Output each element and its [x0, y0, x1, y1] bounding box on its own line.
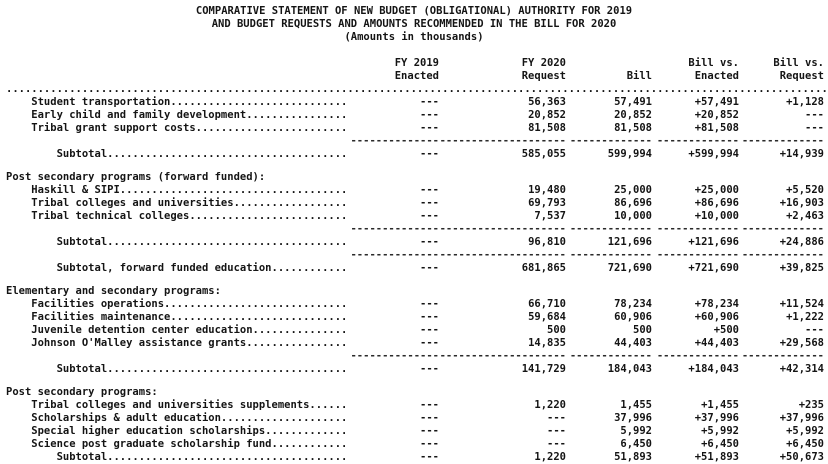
column-headers-line-2: [6, 70, 828, 83]
row-label: Juvenile detention center education...............: [6, 324, 347, 336]
separator-row: [6, 350, 828, 363]
separator-cell-bill: -------------: [569, 249, 652, 261]
cell-fy2019-enacted: ---: [420, 122, 439, 134]
table-row: [6, 184, 828, 197]
cell-bill: 86,696: [614, 197, 652, 209]
header-fy2019-top: FY 2019: [394, 57, 439, 69]
cell-fy2020-request: 14,835: [528, 337, 566, 349]
cell-bill: 6,450: [620, 438, 652, 450]
cell-fy2019-enacted: ---: [420, 109, 439, 121]
table-row: [6, 262, 828, 275]
section-header-row: [6, 171, 828, 184]
table-row: [6, 298, 828, 311]
cell-bill-vs-enacted: +57,491: [694, 96, 739, 108]
cell-bill-vs-enacted: +44,403: [694, 337, 739, 349]
row-label: Science post graduate scholarship fund............: [6, 438, 347, 450]
separator-cell-bill-vs-request: -------------: [741, 249, 824, 261]
cell-bill-vs-request: +37,996: [779, 412, 824, 424]
cell-fy2020-request: 681,865: [521, 262, 566, 274]
cell-fy2019-enacted: ---: [420, 210, 439, 222]
cell-bill: 1,455: [620, 399, 652, 411]
cell-bill-vs-enacted: +599,994: [688, 148, 739, 160]
cell-fy2019-enacted: ---: [420, 438, 439, 450]
cell-fy2020-request: 1,220: [534, 399, 566, 411]
table-row: [6, 109, 828, 122]
header-bill-vs-request: Request: [779, 70, 824, 82]
cell-fy2019-enacted: ---: [420, 236, 439, 248]
cell-fy2019-enacted: ---: [420, 197, 439, 209]
cell-bill-vs-request: +14,939: [779, 148, 824, 160]
cell-fy2020-request: 59,684: [528, 311, 566, 323]
row-label: Scholarships & adult education....................: [6, 412, 347, 424]
header-bill-vs-request-top: Bill vs.: [773, 57, 824, 69]
table-row: [6, 337, 828, 350]
cell-bill: 5,992: [620, 425, 652, 437]
separator-cell-fy2020-request: --------------------: [439, 223, 566, 235]
separator-row: [6, 223, 828, 236]
cell-fy2019-enacted: ---: [420, 148, 439, 160]
cell-bill-vs-request: +42,314: [779, 363, 824, 375]
row-label: Facilities maintenance............................: [6, 311, 347, 323]
cell-bill-vs-request: +1,222: [786, 311, 824, 323]
table-row: [6, 438, 828, 451]
document-title: [6, 5, 822, 44]
cell-fy2019-enacted: ---: [420, 96, 439, 108]
header-bill: Bill: [626, 70, 652, 82]
cell-bill-vs-request: +6,450: [786, 438, 824, 450]
header-bill-vs-enacted: Enacted: [694, 70, 739, 82]
row-label: Special higher education scholarships.............: [6, 425, 347, 437]
cell-fy2020-request: 1,220: [534, 451, 566, 463]
section-label: Post secondary programs:: [6, 386, 158, 398]
header-fy2020-top: FY 2020: [521, 57, 566, 69]
row-label: Tribal grant support costs........................: [6, 122, 347, 134]
row-label: Subtotal......................................: [6, 236, 347, 248]
header-rule: ..................................................................................................................................: [6, 83, 828, 95]
cell-fy2020-request: 585,055: [521, 148, 566, 160]
cell-bill: 44,403: [614, 337, 652, 349]
cell-bill: 81,508: [614, 122, 652, 134]
separator-cell-fy2020-request: --------------------: [439, 249, 566, 261]
cell-bill-vs-enacted: +721,690: [688, 262, 739, 274]
row-label: Early child and family development................: [6, 109, 347, 121]
section-header-row: [6, 285, 828, 298]
cell-bill: 25,000: [614, 184, 652, 196]
table-row: [6, 96, 828, 109]
section-header-row: [6, 386, 828, 399]
cell-fy2020-request: 81,508: [528, 122, 566, 134]
cell-bill-vs-request: ---: [805, 109, 824, 121]
section-label: Post secondary programs (forward funded):: [6, 171, 266, 183]
cell-bill-vs-request: +2,463: [786, 210, 824, 222]
row-label: Tribal technical colleges.........................: [6, 210, 347, 222]
cell-fy2020-request: 7,537: [534, 210, 566, 222]
row-label: Tribal colleges and universities supplements......: [6, 399, 347, 411]
cell-fy2020-request: 96,810: [528, 236, 566, 248]
cell-fy2020-request: 141,729: [521, 363, 566, 375]
separator-cell-bill-vs-request: -------------: [741, 223, 824, 235]
cell-bill-vs-enacted: +86,696: [694, 197, 739, 209]
separator-spacer: [6, 350, 347, 363]
cell-fy2020-request: 69,793: [528, 197, 566, 209]
cell-fy2020-request: 56,363: [528, 96, 566, 108]
row-label: Johnson O'Malley assistance grants................: [6, 337, 347, 349]
separator-cell-bill: -------------: [569, 350, 652, 362]
row-label: Facilities operations.............................: [6, 298, 347, 310]
cell-bill: 721,690: [607, 262, 652, 274]
row-label: Subtotal......................................: [6, 148, 347, 160]
cell-fy2019-enacted: ---: [420, 337, 439, 349]
separator-cell-fy2019-enacted: --------------: [350, 249, 439, 261]
cell-bill-vs-request: +5,520: [786, 184, 824, 196]
header-bill-vs-enacted-top: Bill vs.: [688, 57, 739, 69]
cell-bill: 20,852: [614, 109, 652, 121]
table-row: [6, 451, 828, 464]
cell-bill-vs-enacted: +500: [713, 324, 739, 336]
cell-bill: 51,893: [614, 451, 652, 463]
row-label: Tribal colleges and universities..................: [6, 197, 347, 209]
cell-bill-vs-request: +50,673: [779, 451, 824, 463]
cell-bill-vs-request: +1,128: [786, 96, 824, 108]
section-label: Elementary and secondary programs:: [6, 285, 221, 297]
cell-bill-vs-request: +24,886: [779, 236, 824, 248]
cell-bill: 500: [633, 324, 652, 336]
table-row: [6, 148, 828, 161]
table-row: [6, 324, 828, 337]
cell-bill-vs-enacted: +81,508: [694, 122, 739, 134]
title-line-2: AND BUDGET REQUESTS AND AMOUNTS RECOMMENDED IN THE BILL FOR 2020: [211, 18, 617, 30]
cell-fy2020-request: 66,710: [528, 298, 566, 310]
separator-cell-fy2020-request: --------------------: [439, 135, 566, 147]
header-spacer: [6, 57, 347, 70]
cell-bill-vs-enacted: +25,000: [694, 184, 739, 196]
cell-bill-vs-request: +39,825: [779, 262, 824, 274]
separator-cell-bill-vs-request: -------------: [741, 350, 824, 362]
cell-bill: 184,043: [607, 363, 652, 375]
separator-cell-bill-vs-enacted: -------------: [656, 249, 739, 261]
separator-cell-fy2019-enacted: --------------: [350, 223, 439, 235]
separator-spacer: [6, 249, 347, 262]
separator-cell-fy2019-enacted: --------------: [350, 350, 439, 362]
cell-fy2020-request: ---: [547, 425, 566, 437]
cell-bill: 78,234: [614, 298, 652, 310]
cell-bill-vs-enacted: +10,000: [694, 210, 739, 222]
cell-bill-vs-enacted: +5,992: [701, 425, 739, 437]
cell-fy2019-enacted: ---: [420, 311, 439, 323]
table-row: [6, 210, 828, 223]
cell-fy2019-enacted: ---: [420, 298, 439, 310]
cell-fy2019-enacted: ---: [420, 363, 439, 375]
cell-fy2020-request: ---: [547, 438, 566, 450]
header-spacer: [6, 70, 347, 83]
cell-bill-vs-enacted: +121,696: [688, 236, 739, 248]
cell-bill-vs-enacted: +6,450: [701, 438, 739, 450]
cell-bill: 599,994: [607, 148, 652, 160]
header-fy2020-request: Request: [521, 70, 566, 82]
separator-cell-bill-vs-enacted: -------------: [656, 223, 739, 235]
cell-bill: 37,996: [614, 412, 652, 424]
cell-bill-vs-enacted: +184,043: [688, 363, 739, 375]
cell-fy2019-enacted: ---: [420, 412, 439, 424]
separator-cell-bill: -------------: [569, 135, 652, 147]
cell-bill-vs-request: ---: [805, 324, 824, 336]
cell-fy2020-request: 500: [547, 324, 566, 336]
table-row: [6, 412, 828, 425]
separator-cell-bill-vs-request: -------------: [741, 135, 824, 147]
separator-cell-fy2019-enacted: --------------: [350, 135, 439, 147]
row-label: Student transportation............................: [6, 96, 347, 108]
cell-fy2020-request: ---: [547, 412, 566, 424]
cell-fy2020-request: 19,480: [528, 184, 566, 196]
header-fy2019-enacted: Enacted: [394, 70, 439, 82]
row-label: Haskill & SIPI....................................: [6, 184, 347, 196]
separator-cell-bill-vs-enacted: -------------: [656, 135, 739, 147]
row-label: Subtotal......................................: [6, 451, 347, 463]
cell-bill-vs-enacted: +60,906: [694, 311, 739, 323]
table-row: [6, 122, 828, 135]
table-row: [6, 399, 828, 412]
cell-bill-vs-enacted: +78,234: [694, 298, 739, 310]
cell-bill: 10,000: [614, 210, 652, 222]
title-line-3: (Amounts in thousands): [344, 31, 484, 43]
table-row: [6, 425, 828, 438]
budget-table-body: [6, 96, 828, 464]
separator-row: [6, 249, 828, 262]
separator-row: [6, 135, 828, 148]
cell-bill-vs-request: +16,903: [779, 197, 824, 209]
header-bill-top: [566, 57, 652, 70]
cell-bill-vs-request: ---: [805, 122, 824, 134]
separator-cell-bill-vs-enacted: -------------: [656, 350, 739, 362]
cell-bill-vs-request: +5,992: [786, 425, 824, 437]
separator-spacer: [6, 135, 347, 148]
cell-fy2019-enacted: ---: [420, 262, 439, 274]
cell-bill-vs-enacted: +51,893: [694, 451, 739, 463]
table-row: [6, 197, 828, 210]
row-label: Subtotal......................................: [6, 363, 347, 375]
cell-bill: 121,696: [607, 236, 652, 248]
cell-bill-vs-request: +235: [798, 399, 824, 411]
row-label: Subtotal, forward funded education............: [6, 262, 347, 274]
cell-bill: 57,491: [614, 96, 652, 108]
cell-bill-vs-enacted: +1,455: [701, 399, 739, 411]
cell-fy2019-enacted: ---: [420, 425, 439, 437]
cell-bill-vs-enacted: +20,852: [694, 109, 739, 121]
cell-fy2019-enacted: ---: [420, 399, 439, 411]
cell-bill-vs-enacted: +37,996: [694, 412, 739, 424]
cell-bill-vs-request: +29,568: [779, 337, 824, 349]
column-headers-line-1: [6, 57, 828, 70]
title-line-1: COMPARATIVE STATEMENT OF NEW BUDGET (OBLIGATIONAL) AUTHORITY FOR 2019: [195, 5, 633, 17]
table-row: [6, 236, 828, 249]
cell-bill: 60,906: [614, 311, 652, 323]
separator-cell-fy2020-request: --------------------: [439, 350, 566, 362]
table-row: [6, 311, 828, 324]
cell-fy2019-enacted: ---: [420, 451, 439, 463]
separator-cell-bill: -------------: [569, 223, 652, 235]
separator-spacer: [6, 223, 347, 236]
table-row: [6, 363, 828, 376]
cell-fy2019-enacted: ---: [420, 324, 439, 336]
cell-fy2020-request: 20,852: [528, 109, 566, 121]
cell-fy2019-enacted: ---: [420, 184, 439, 196]
cell-bill-vs-request: +11,524: [779, 298, 824, 310]
